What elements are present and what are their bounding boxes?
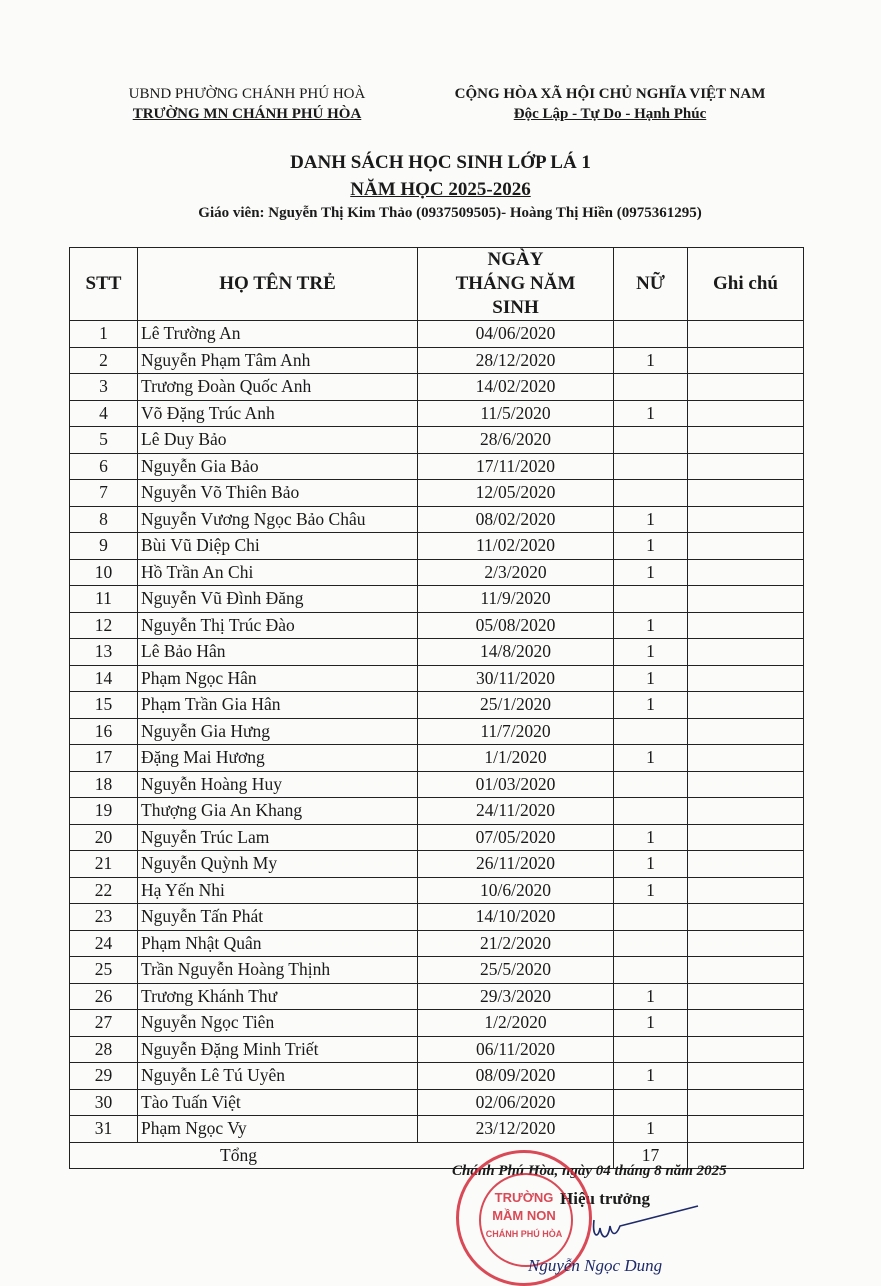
cell-dob: 07/05/2020 [418, 824, 614, 851]
cell-dob: 21/2/2020 [418, 930, 614, 957]
header-stt: STT [70, 248, 138, 321]
cell-female: 1 [614, 639, 688, 666]
cell-stt: 8 [70, 506, 138, 533]
cell-dob: 29/3/2020 [418, 983, 614, 1010]
cell-female: 1 [614, 506, 688, 533]
cell-name: Thượng Gia An Khang [138, 798, 418, 825]
national-motto-block [432, 84, 788, 124]
cell-stt: 21 [70, 851, 138, 878]
cell-female: 1 [614, 533, 688, 560]
cell-stt: 20 [70, 824, 138, 851]
issuer-school: TRƯỜNG MN CHÁNH PHÚ HÒA [132, 106, 362, 122]
cell-female [614, 957, 688, 984]
seal-line-1: TRƯỜNG [494, 1190, 554, 1205]
cell-name: Nguyễn Quỳnh My [138, 851, 418, 878]
cell-dob: 14/10/2020 [418, 904, 614, 931]
cell-female [614, 586, 688, 613]
cell-notes [688, 586, 804, 613]
cell-notes [688, 321, 804, 348]
cell-notes [688, 347, 804, 374]
cell-female [614, 930, 688, 957]
table-row [70, 771, 804, 798]
cell-stt: 24 [70, 930, 138, 957]
cell-dob: 24/11/2020 [418, 798, 614, 825]
table-row [70, 1036, 804, 1063]
cell-notes [688, 745, 804, 772]
cell-stt: 13 [70, 639, 138, 666]
cell-notes [688, 851, 804, 878]
cell-stt: 23 [70, 904, 138, 931]
table-row [70, 506, 804, 533]
cell-dob: 04/06/2020 [418, 321, 614, 348]
cell-name: Tào Tuấn Việt [138, 1089, 418, 1116]
cell-notes [688, 957, 804, 984]
cell-dob: 25/5/2020 [418, 957, 614, 984]
teachers-line: Giáo viên: Nguyễn Thị Kim Thảo (0937509505)- Hoàng Thị Hiền (0975361295) [198, 205, 702, 221]
cell-name: Nguyễn Vương Ngọc Bảo Châu [138, 506, 418, 533]
cell-notes [688, 771, 804, 798]
table-row [70, 639, 804, 666]
cell-female [614, 321, 688, 348]
cell-name: Nguyễn Hoàng Huy [138, 771, 418, 798]
table-row [70, 1089, 804, 1116]
cell-female: 1 [614, 692, 688, 719]
table-row [70, 321, 804, 348]
cell-notes [688, 612, 804, 639]
cell-female: 1 [614, 851, 688, 878]
cell-stt: 14 [70, 665, 138, 692]
cell-female [614, 1036, 688, 1063]
cell-notes [688, 400, 804, 427]
cell-female [614, 374, 688, 401]
table-row [70, 347, 804, 374]
cell-name: Trương Khánh Thư [138, 983, 418, 1010]
table-header-row [70, 248, 804, 321]
cell-female [614, 453, 688, 480]
issuer-authority: UBND PHƯỜNG CHÁNH PHÚ HOÀ [128, 86, 366, 102]
cell-notes [688, 1089, 804, 1116]
cell-name: Đặng Mai Hương [138, 745, 418, 772]
cell-stt: 11 [70, 586, 138, 613]
table-row [70, 745, 804, 772]
cell-female: 1 [614, 612, 688, 639]
cell-notes [688, 427, 804, 454]
cell-notes [688, 904, 804, 931]
header-name: HỌ TÊN TRẺ [138, 248, 418, 321]
cell-notes [688, 930, 804, 957]
cell-name: Nguyễn Trúc Lam [138, 824, 418, 851]
table-row [70, 798, 804, 825]
cell-female: 1 [614, 347, 688, 374]
cell-female [614, 480, 688, 507]
place-date: Chánh Phú Hòa, ngày 04 tháng 8 năm 2025 [452, 1163, 727, 1179]
table-row [70, 453, 804, 480]
cell-dob: 11/7/2020 [418, 718, 614, 745]
cell-dob: 1/2/2020 [418, 1010, 614, 1037]
cell-name: Nguyễn Thị Trúc Đào [138, 612, 418, 639]
cell-name: Phạm Trần Gia Hân [138, 692, 418, 719]
table-row [70, 374, 804, 401]
cell-name: Lê Trường An [138, 321, 418, 348]
table-row [70, 692, 804, 719]
cell-stt: 27 [70, 1010, 138, 1037]
cell-name: Nguyễn Tấn Phát [138, 904, 418, 931]
school-year: NĂM HỌC 2025-2026 [350, 179, 531, 200]
cell-name: Võ Đặng Trúc Anh [138, 400, 418, 427]
cell-dob: 06/11/2020 [418, 1036, 614, 1063]
cell-female [614, 798, 688, 825]
table-row [70, 877, 804, 904]
total-value: 17 [614, 1142, 688, 1169]
cell-stt: 15 [70, 692, 138, 719]
header-notes: Ghi chú [688, 248, 804, 321]
cell-stt: 19 [70, 798, 138, 825]
cell-stt: 9 [70, 533, 138, 560]
cell-stt: 6 [70, 453, 138, 480]
cell-notes [688, 506, 804, 533]
cell-notes [688, 533, 804, 560]
cell-dob: 25/1/2020 [418, 692, 614, 719]
cell-dob: 14/8/2020 [418, 639, 614, 666]
table-row [70, 718, 804, 745]
cell-name: Nguyễn Đặng Minh Triết [138, 1036, 418, 1063]
cell-female [614, 904, 688, 931]
cell-notes [688, 639, 804, 666]
cell-name: Lê Bảo Hân [138, 639, 418, 666]
cell-female: 1 [614, 745, 688, 772]
cell-name: Phạm Nhật Quân [138, 930, 418, 957]
cell-female: 1 [614, 824, 688, 851]
cell-dob: 14/02/2020 [418, 374, 614, 401]
cell-notes [688, 718, 804, 745]
cell-notes [688, 877, 804, 904]
cell-dob: 23/12/2020 [418, 1116, 614, 1143]
cell-dob: 12/05/2020 [418, 480, 614, 507]
cell-notes [688, 983, 804, 1010]
motto: Độc Lập - Tự Do - Hạnh Phúc [513, 106, 707, 122]
table-row [70, 559, 804, 586]
table-row [70, 427, 804, 454]
cell-notes [688, 1010, 804, 1037]
cell-stt: 29 [70, 1063, 138, 1090]
cell-notes [688, 480, 804, 507]
table-row [70, 957, 804, 984]
cell-stt: 17 [70, 745, 138, 772]
table-row [70, 930, 804, 957]
cell-stt: 16 [70, 718, 138, 745]
cell-notes [688, 1036, 804, 1063]
cell-name: Nguyễn Ngọc Tiên [138, 1010, 418, 1037]
cell-female [614, 427, 688, 454]
table-row [70, 983, 804, 1010]
signer-role: Hiệu trưởng [560, 1189, 650, 1208]
cell-dob: 01/03/2020 [418, 771, 614, 798]
cell-stt: 26 [70, 983, 138, 1010]
cell-dob: 11/02/2020 [418, 533, 614, 560]
cell-name: Nguyễn Phạm Tâm Anh [138, 347, 418, 374]
cell-female [614, 718, 688, 745]
issuer-block [112, 84, 382, 124]
cell-dob: 08/09/2020 [418, 1063, 614, 1090]
cell-dob: 26/11/2020 [418, 851, 614, 878]
signature-icon [580, 1196, 700, 1256]
cell-name: Phạm Ngọc Vy [138, 1116, 418, 1143]
cell-dob: 11/9/2020 [418, 586, 614, 613]
cell-female: 1 [614, 1063, 688, 1090]
table-row [70, 851, 804, 878]
cell-name: Bùi Vũ Diệp Chi [138, 533, 418, 560]
seal-line-3: CHÁNH PHÚ HÒA [485, 1229, 563, 1239]
cell-name: Nguyễn Vũ Đình Đăng [138, 586, 418, 613]
cell-name: Nguyễn Lê Tú Uyên [138, 1063, 418, 1090]
cell-name: Lê Duy Bảo [138, 427, 418, 454]
cell-female: 1 [614, 1010, 688, 1037]
cell-notes [688, 453, 804, 480]
cell-notes [688, 824, 804, 851]
cell-stt: 1 [70, 321, 138, 348]
header-dob: NGÀY THÁNG NĂM SINH [418, 248, 614, 321]
cell-stt: 31 [70, 1116, 138, 1143]
student-table [69, 247, 804, 1169]
cell-notes [688, 559, 804, 586]
table-row [70, 533, 804, 560]
cell-dob: 28/6/2020 [418, 427, 614, 454]
seal-line-2: MẦM NON [492, 1208, 556, 1223]
cell-female: 1 [614, 400, 688, 427]
cell-name: Trần Nguyễn Hoàng Thịnh [138, 957, 418, 984]
cell-notes [688, 692, 804, 719]
cell-female: 1 [614, 665, 688, 692]
cell-stt: 5 [70, 427, 138, 454]
document-title: DANH SÁCH HỌC SINH LỚP LÁ 1 [290, 152, 591, 173]
cell-stt: 22 [70, 877, 138, 904]
cell-notes [688, 1063, 804, 1090]
table-row [70, 1063, 804, 1090]
cell-dob: 30/11/2020 [418, 665, 614, 692]
table-row [70, 1010, 804, 1037]
cell-name: Phạm Ngọc Hân [138, 665, 418, 692]
cell-dob: 17/11/2020 [418, 453, 614, 480]
cell-dob: 1/1/2020 [418, 745, 614, 772]
cell-stt: 10 [70, 559, 138, 586]
cell-stt: 2 [70, 347, 138, 374]
cell-dob: 08/02/2020 [418, 506, 614, 533]
cell-notes [688, 374, 804, 401]
cell-stt: 12 [70, 612, 138, 639]
cell-name: Hạ Yến Nhi [138, 877, 418, 904]
cell-dob: 10/6/2020 [418, 877, 614, 904]
table-row [70, 400, 804, 427]
cell-female: 1 [614, 877, 688, 904]
table-row [70, 480, 804, 507]
cell-stt: 4 [70, 400, 138, 427]
cell-stt: 28 [70, 1036, 138, 1063]
table-row [70, 665, 804, 692]
cell-stt: 25 [70, 957, 138, 984]
cell-dob: 2/3/2020 [418, 559, 614, 586]
cell-notes [688, 798, 804, 825]
signer-name: Nguyễn Ngọc Dung [528, 1256, 663, 1275]
cell-dob: 02/06/2020 [418, 1089, 614, 1116]
table-row [70, 904, 804, 931]
header-female: NỮ [614, 248, 688, 321]
total-label: Tổng [70, 1142, 614, 1169]
cell-stt: 3 [70, 374, 138, 401]
cell-name: Nguyễn Gia Hưng [138, 718, 418, 745]
cell-name: Nguyễn Võ Thiên Bảo [138, 480, 418, 507]
cell-female [614, 771, 688, 798]
cell-notes [688, 1116, 804, 1143]
cell-dob: 28/12/2020 [418, 347, 614, 374]
cell-female: 1 [614, 559, 688, 586]
cell-dob: 05/08/2020 [418, 612, 614, 639]
cell-name: Hồ Trần An Chi [138, 559, 418, 586]
cell-female: 1 [614, 1116, 688, 1143]
cell-stt: 18 [70, 771, 138, 798]
cell-female: 1 [614, 983, 688, 1010]
table-row [70, 586, 804, 613]
cell-name: Nguyễn Gia Bảo [138, 453, 418, 480]
cell-stt: 30 [70, 1089, 138, 1116]
cell-notes [688, 665, 804, 692]
table-row [70, 612, 804, 639]
table-row [70, 1116, 804, 1143]
cell-dob: 11/5/2020 [418, 400, 614, 427]
table-row [70, 824, 804, 851]
cell-name: Trương Đoàn Quốc Anh [138, 374, 418, 401]
cell-stt: 7 [70, 480, 138, 507]
country-name: CỘNG HÒA XÃ HỘI CHỦ NGHĨA VIỆT NAM [454, 86, 766, 102]
cell-female [614, 1089, 688, 1116]
